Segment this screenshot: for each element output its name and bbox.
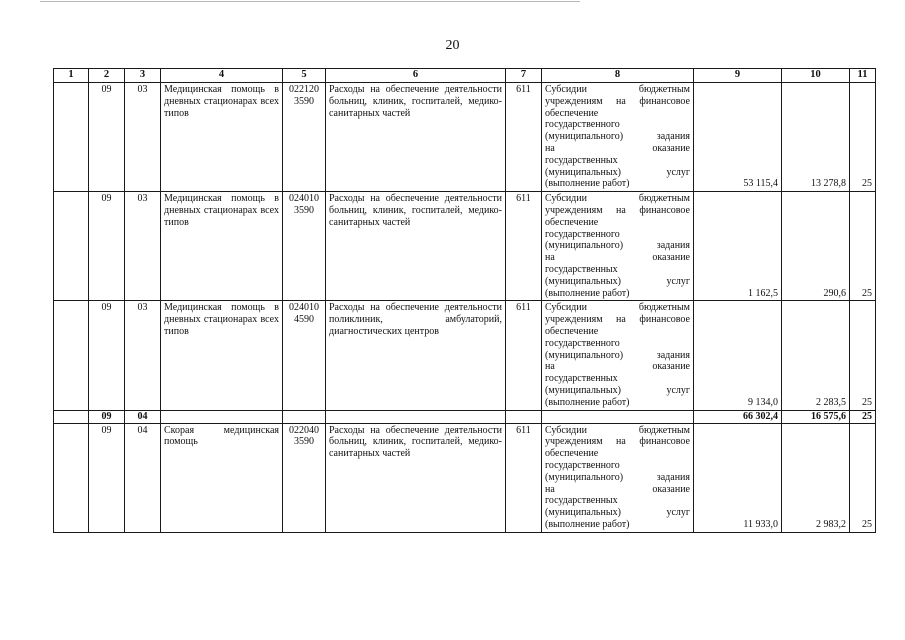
cell-target-code — [283, 301, 326, 410]
table-row — [54, 423, 876, 532]
table-body — [54, 83, 876, 533]
subsidy-line: (муниципальных) услуг — [545, 507, 690, 519]
cell-amount-total: 1 162,5 — [694, 192, 782, 301]
cell-percent: 25 — [850, 192, 876, 301]
cell-expense-purpose: Расходы на обеспечение деятельности поликлиник, амбулаторий, диагностических центров — [326, 301, 506, 410]
cell-expense-purpose: Расходы на обеспечение деятельности больниц, клиник, госпиталей, медико-санитарных частей — [326, 192, 506, 301]
target-code-part: 024010 — [289, 193, 319, 205]
subsidy-line: (муниципальных) услуг — [545, 384, 690, 396]
cell-expense-type: 611 — [506, 301, 542, 410]
cell-expense-purpose: Расходы на обеспечение деятельности больниц, клиник, госпиталей, медико-санитарных частей — [326, 423, 506, 532]
cell-section: 09 — [89, 301, 125, 410]
column-header-1: 1 — [54, 69, 89, 83]
cell-amount-quarter: 13 278,8 — [782, 83, 850, 192]
cell-amount-quarter: 16 575,6 — [782, 410, 850, 423]
cell-description: Медицинская помощь в дневных стационарах всех типов — [161, 192, 283, 301]
subsidy-line: обеспечение — [545, 107, 599, 119]
cell-description: Скорая медицинская помощь — [161, 423, 283, 532]
cell-amount-total: 53 115,4 — [694, 83, 782, 192]
subsidy-line: учреждениям на финансовое — [545, 204, 690, 216]
subsidy-line: на оказание — [545, 252, 690, 264]
subtotal-row — [54, 410, 876, 423]
subsidy-line: (муниципальных) услуг — [545, 166, 690, 178]
cell-description: Медицинская помощь в дневных стационарах всех типов — [161, 83, 283, 192]
subsidy-line: государственных — [545, 263, 618, 275]
cell-expense-purpose — [326, 410, 506, 423]
cell-subsection: 04 — [125, 423, 161, 532]
cell-percent: 25 — [850, 301, 876, 410]
target-code-part: 4590 — [294, 314, 314, 326]
column-header-7: 7 — [506, 69, 542, 83]
page-number: 20 — [445, 38, 460, 53]
cell-target-code — [283, 192, 326, 301]
cell-subsection: 03 — [125, 301, 161, 410]
cell-subsidy-description — [542, 410, 694, 423]
subsidy-line: Субсидии бюджетным — [545, 84, 690, 95]
cell-col1 — [54, 301, 89, 410]
subsidy-line: (муниципального) задания — [545, 471, 690, 483]
cell-amount-total: 9 134,0 — [694, 301, 782, 410]
target-code-part: 022040 — [289, 424, 319, 436]
column-header-10: 10 — [782, 69, 850, 83]
subsidy-line: (выполнение работ) — [545, 518, 630, 530]
target-code-part: 3590 — [294, 436, 314, 448]
subsidy-line: учреждениям на финансовое — [545, 436, 690, 448]
cell-target-code — [283, 423, 326, 532]
column-header-6: 6 — [326, 69, 506, 83]
subsidy-line: государственных — [545, 154, 618, 166]
cell-section: 09 — [89, 423, 125, 532]
cell-subsidy-description — [542, 423, 694, 532]
subsidy-line: (муниципальных) услуг — [545, 275, 690, 287]
cell-amount-total: 11 933,0 — [694, 423, 782, 532]
cell-col1 — [54, 423, 89, 532]
cell-subsidy-description — [542, 83, 694, 192]
cell-expense-type: 611 — [506, 83, 542, 192]
target-code-part: 3590 — [294, 204, 314, 216]
target-code-part: 024010 — [289, 302, 319, 314]
cell-amount-quarter: 290,6 — [782, 192, 850, 301]
cell-expense-type — [506, 410, 542, 423]
column-header-2: 2 — [89, 69, 125, 83]
cell-amount-quarter: 2 283,5 — [782, 301, 850, 410]
subsidy-line: государственного — [545, 459, 620, 471]
subsidy-line: (выполнение работ) — [545, 287, 630, 299]
budget-table — [53, 68, 876, 533]
cell-expense-purpose: Расходы на обеспечение деятельности больниц, клиник, госпиталей, медико-санитарных частей — [326, 83, 506, 192]
column-header-9: 9 — [694, 69, 782, 83]
cell-description — [161, 410, 283, 423]
target-code-part: 022120 — [289, 84, 319, 95]
subsidy-line: (муниципального) задания — [545, 240, 690, 252]
subsidy-line: учреждениям на финансовое — [545, 95, 690, 107]
table-header-row — [54, 69, 876, 83]
subsidy-line: государственных — [545, 373, 618, 385]
table-row — [54, 301, 876, 410]
subsidy-line: (муниципального) задания — [545, 131, 690, 143]
subsidy-line: на оказание — [545, 483, 690, 495]
scan-edge-line — [40, 1, 580, 2]
column-header-8: 8 — [542, 69, 694, 83]
subsidy-line: (выполнение работ) — [545, 396, 630, 408]
cell-percent: 25 — [850, 83, 876, 192]
cell-amount-total: 66 302,4 — [694, 410, 782, 423]
cell-section: 09 — [89, 410, 125, 423]
subsidy-line: на оказание — [545, 361, 690, 373]
column-header-11: 11 — [850, 69, 876, 83]
subsidy-line: на оказание — [545, 142, 690, 154]
cell-description: Медицинская помощь в дневных стационарах всех типов — [161, 301, 283, 410]
cell-section: 09 — [89, 192, 125, 301]
column-header-5: 5 — [283, 69, 326, 83]
cell-target-code — [283, 83, 326, 192]
cell-subsection: 03 — [125, 83, 161, 192]
cell-col1 — [54, 83, 89, 192]
subsidy-line: обеспечение — [545, 448, 599, 460]
column-header-3: 3 — [125, 69, 161, 83]
cell-expense-type: 611 — [506, 423, 542, 532]
subsidy-line: обеспечение — [545, 325, 599, 337]
subsidy-line: государственного — [545, 228, 620, 240]
cell-expense-type: 611 — [506, 192, 542, 301]
subsidy-line: Субсидии бюджетным — [545, 302, 690, 314]
subsidy-line: государственного — [545, 337, 620, 349]
cell-subsidy-description — [542, 301, 694, 410]
cell-col1 — [54, 410, 89, 423]
subsidy-line: учреждениям на финансовое — [545, 314, 690, 326]
subsidy-line: государственного — [545, 119, 620, 131]
column-header-4: 4 — [161, 69, 283, 83]
table-row — [54, 192, 876, 301]
subsidy-line: обеспечение — [545, 216, 599, 228]
cell-subsection: 04 — [125, 410, 161, 423]
subsidy-line: (выполнение работ) — [545, 178, 630, 190]
cell-percent: 25 — [850, 410, 876, 423]
target-code-part: 3590 — [294, 95, 314, 107]
cell-section: 09 — [89, 83, 125, 192]
subsidy-line: (муниципального) задания — [545, 349, 690, 361]
cell-subsidy-description — [542, 192, 694, 301]
subsidy-line: Субсидии бюджетным — [545, 193, 690, 205]
cell-percent: 25 — [850, 423, 876, 532]
subsidy-line: государственных — [545, 495, 618, 507]
cell-col1 — [54, 192, 89, 301]
subsidy-line: Субсидии бюджетным — [545, 424, 690, 436]
cell-target-code — [283, 410, 326, 423]
cell-subsection: 03 — [125, 192, 161, 301]
cell-amount-quarter: 2 983,2 — [782, 423, 850, 532]
table-row — [54, 83, 876, 192]
